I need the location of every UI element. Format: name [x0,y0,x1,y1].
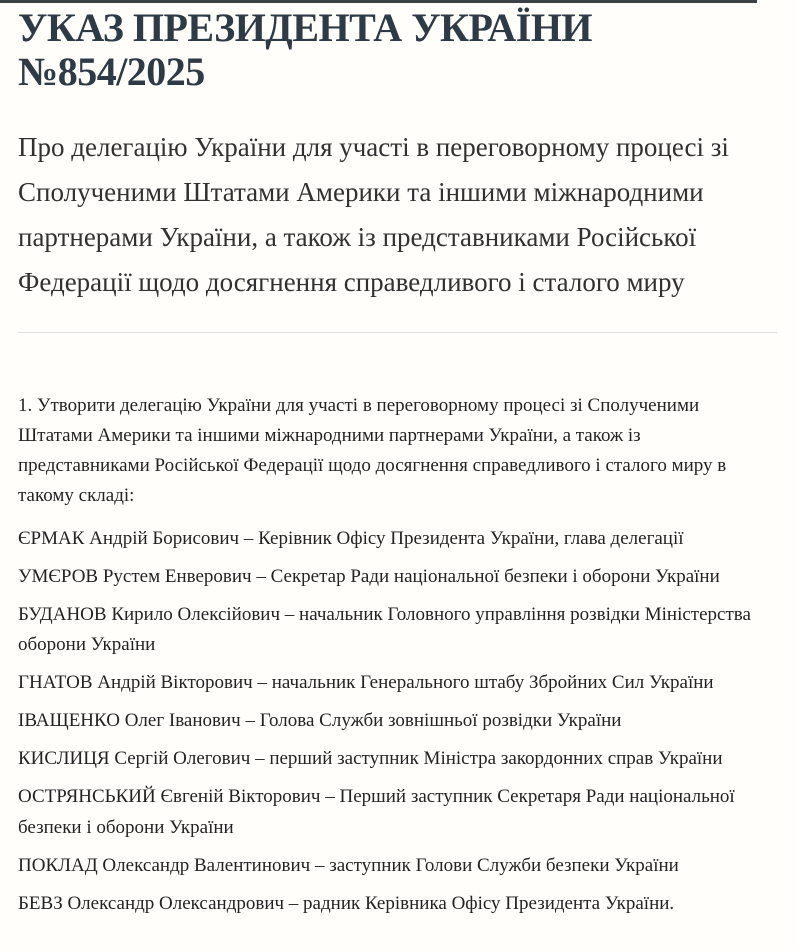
member-item: БЕВЗ Олександр Олександрович – радник Керівника Офісу Президента України. [18,892,675,914]
page-subtitle: Про делегацію України для участі в переговорному процесі зі Сполученими Штатами Америки та іншими міжнародними партнерами України, а також із представниками Російської Федерації щодо досягнення справедливого і сталого миру [18,132,729,298]
section-divider [18,332,777,333]
decree-body [18,391,777,918]
member-item: ОСТРЯНСЬКИЙ Євгеній Вікторович – Перший заступник Секретаря Ради національної безпеки і оборони України [18,786,735,838]
member-item: ГНАТОВ Андрій Вікторович – начальник Генерального штабу Збройних Сил України [18,672,714,694]
member-item: ПОКЛАД Олександр Валентинович – заступник Голови Служби безпеки України [18,854,679,876]
member-item: КИСЛИЦЯ Сергій Олегович – перший заступник Міністра закордонних справ України [18,748,723,770]
member-item: ІВАЩЕНКО Олег Іванович – Голова Служби зовнішньої розвідки України [18,710,622,732]
member-item: ЄРМАК Андрій Борисович – Керівник Офісу Президента України, глава делегації [18,528,684,550]
member-item: БУДАНОВ Кирило Олексійович – начальник Головного управління розвідки Міністерства оборони України [18,604,751,656]
page-title: УКАЗ ПРЕЗИДЕНТА УКРАЇНИ №854/2025 [18,5,593,94]
top-border-rule [0,0,757,3]
intro-paragraph: 1. Утворити делегацію України для участі в переговорному процесі зі Сполученими Штатами Америки та іншими міжнародними партнерами України, а також із представниками Російської Федерації щодо досягнення справедливого і сталого миру в такому складі: [18,395,727,507]
member-item: УМЄРОВ Рустем Енверович – Секретар Ради національної безпеки і оборони України [18,566,720,588]
